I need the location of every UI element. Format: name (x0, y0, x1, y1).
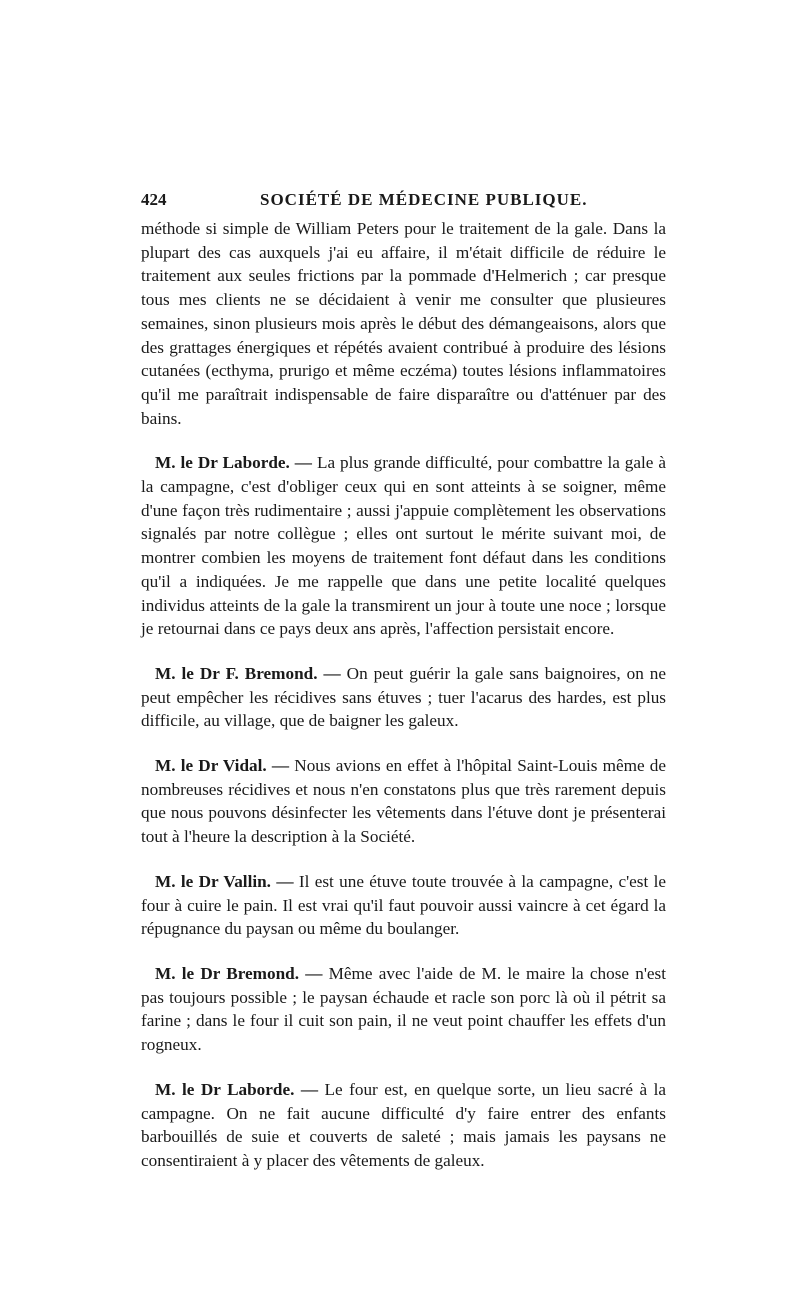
paragraph-text: On peut guérir la gale sans baignoires, on ne peut empêcher les récidives sans étuves ; tuer l'acarus des hardes, est plus difficile, au village, que de baigner les galeux. (141, 663, 667, 731)
body-text (141, 217, 666, 1173)
paragraph-text: Le four est, en quelque sorte, un lieu sacré à la campagne. On ne fait aucune difficulté d'y faire entrer des enfants barbouillés de suie et couverts de saleté ; mais jamais les paysans ne consentiraient à y placer des vêtements de galeux. (141, 1079, 667, 1170)
paragraph-f-bremond (141, 662, 666, 733)
speaker-label: M. le Dr F. Bremond. — (155, 663, 341, 683)
speaker-label: M. le Dr Laborde. — (155, 1079, 319, 1099)
paragraph-bremond (141, 962, 666, 1057)
speaker-label: M. le Dr Vidal. — (155, 756, 290, 776)
paragraph-text: méthode si simple de William Peters pour le traitement de la gale. Dans la plupart des cas auxquels j'ai eu affaire, il m'était difficile de réduire le traitement aux seules frictions par la pommade d'Helmerich ; car presque tous mes clients ne se décidaient à venir me consulter que plusieures semaines, sinon plusieurs mois après le début des démangeaisons, alors que des grattages énergiques et répétés avaient contribué à produire des lésions cutanées (ecthyma, prurigo et même eczéma) toutes lésions inflammatoires qu'il me paraîtrait indispensable de faire disparaître ou d'atténuer par des bains. (141, 219, 666, 428)
speaker-label: M. le Dr Laborde. — (155, 453, 312, 473)
paragraph-text: Nous avions en effet à l'hôpital Saint-Louis même de nombreuses récidives et nous n'en constatons plus que très rarement depuis que nous pouvons désinfecter les vêtements dans l'étuve dont je présenterai tout à l'heure la description à la Société. (141, 756, 667, 847)
paragraph-laborde-2 (141, 1078, 666, 1173)
running-title: SOCIÉTÉ DE MÉDECINE PUBLIQUE. (260, 190, 588, 209)
paragraph-vidal (141, 754, 666, 849)
page-header (141, 190, 666, 214)
paragraph-text: La plus grande difficulté, pour combattre la gale à la campagne, c'est d'obliger ceux qui en sont atteints à se soigner, même d'une façon très rudimentaire ; aussi j'appuie complètement les observations signalés par notre collègue ; elles ont surtout le mérite suivant moi, de montrer combien les moyens de traitement font défaut dans les conditions qu'il a indiquées. Je me rappelle que dans une petite localité quelques individus atteints de la gale la transmirent un jour à toute une noce ; lorsque je retournai dans ce pays deux ans après, l'affection persistait encore. (141, 453, 667, 639)
paragraph-laborde-1 (141, 451, 666, 641)
page-number: 424 (141, 190, 167, 209)
paragraph-text: Même avec l'aide de M. le maire la chose n'est pas toujours possible ; le paysan échaude et racle son porc là où il pétrit sa farine ; dans le four il cuit son pain, il ne veut point chauffer les effets d'un rogneux. (141, 963, 667, 1055)
speaker-label: M. le Dr Vallin. — (155, 871, 294, 891)
paragraph-continuation (141, 217, 666, 430)
paragraph-vallin (141, 870, 666, 941)
paragraph-text: Il est une étuve toute trouvée à la campagne, c'est le four à cuire le pain. Il est vrai qu'il faut pouvoir aussi vaincre à cet égard la répugnance du paysan ou même du boulanger. (141, 871, 667, 939)
speaker-label: M. le Dr Bremond. — (155, 963, 323, 983)
